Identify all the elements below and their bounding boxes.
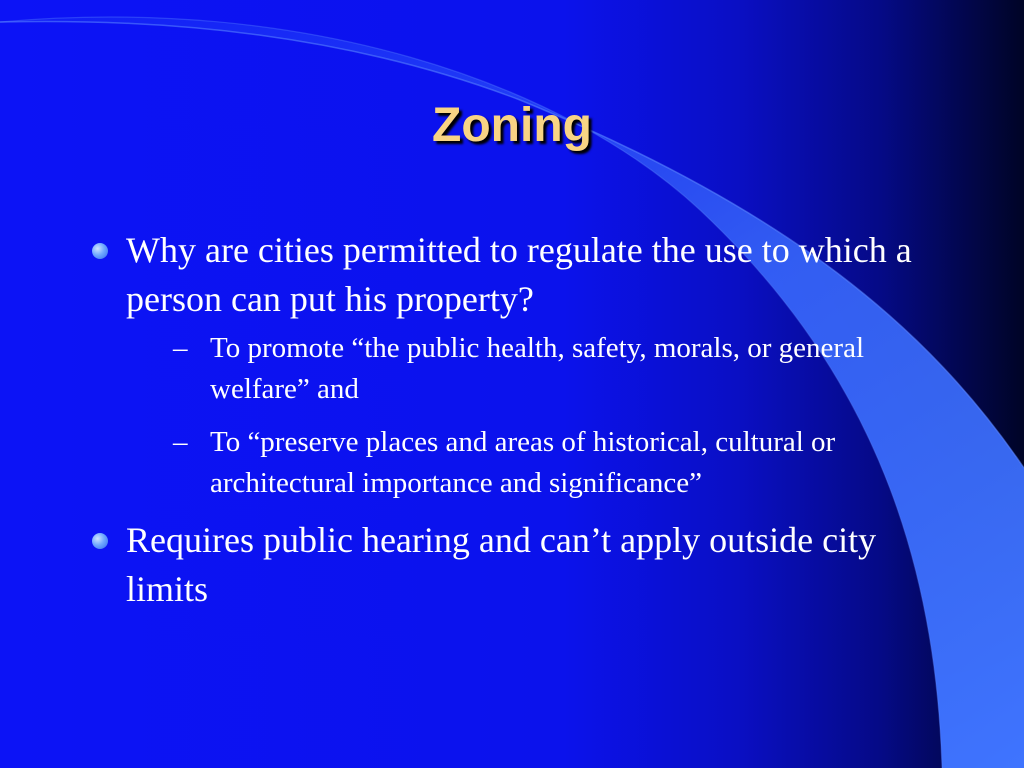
bullet-item xyxy=(88,226,938,504)
bullet-dot-icon xyxy=(92,533,108,549)
slide-content xyxy=(88,226,938,624)
bullet-dot-icon xyxy=(92,243,108,259)
dash-icon: – xyxy=(173,426,188,458)
sub-bullet-item xyxy=(126,422,938,504)
slide-title: Zoning xyxy=(432,99,592,152)
bullet-text: Requires public hearing and can’t apply outside city limits xyxy=(126,520,877,609)
sub-bullet-text: To promote “the public health, safety, morals, or general welfare” and xyxy=(210,332,865,405)
sub-bullet-item xyxy=(126,328,938,410)
sub-bullet-text: To “preserve places and areas of historical, cultural or architectural importance and significance” xyxy=(210,426,836,499)
sub-bullet-list xyxy=(126,328,938,504)
bullet-text: Why are cities permitted to regulate the use to which a person can put his property? xyxy=(126,230,912,319)
bullet-item xyxy=(88,516,938,614)
dash-icon: – xyxy=(173,332,188,364)
